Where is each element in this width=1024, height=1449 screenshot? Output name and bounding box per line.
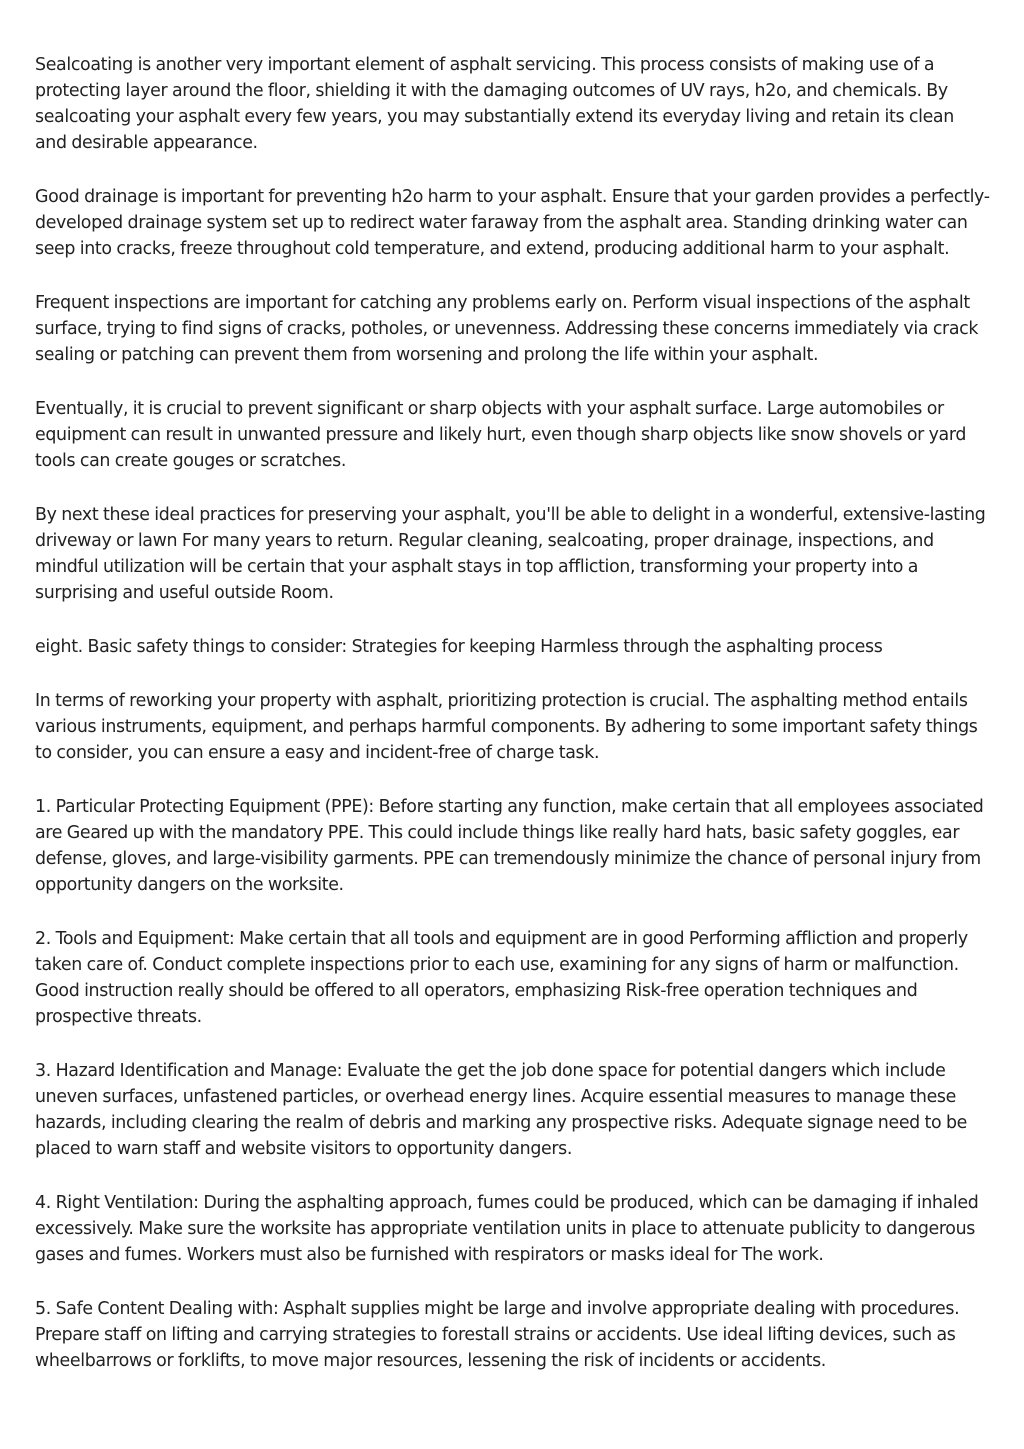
list-item-hazard-identification: 3. Hazard Identification and Manage: Evaluate the get the job done space for potential dangers which include uneven surfaces, unfastened particles, or overhead energy lines. Acquire essential measures to manage these hazards, including clearing the realm of debris and marking any prospective risks. Adequate signage need to be placed to warn staff and website visitors to opportunity dangers. bbox=[35, 1061, 968, 1159]
paragraph-sealcoating: Sealcoating is another very important element of asphalt servicing. This process consists of making use of a protecting layer around the floor, shielding it with the damaging outcomes of UV rays, h2o, and chemicals. By sealcoating your asphalt every few years, you may substantially extend its everyday living and retain its clean and desirable appearance. bbox=[35, 55, 954, 153]
paragraph-inspections: Frequent inspections are important for catching any problems early on. Perform visual inspections of the asphalt surface, trying to find signs of cracks, potholes, or unevenness. Addressing these concerns immediately via crack sealing or patching can prevent them from worsening and prolong the life within your asphalt. bbox=[35, 293, 979, 365]
paragraph-drainage: Good drainage is important for preventing h2o harm to your asphalt. Ensure that your garden provides a perfectly-developed drainage system set up to redirect water faraway from the asphalt area. Standing drinking water can seep into cracks, freeze throughout cold temperature, and extend, producing additional harm to your asphalt. bbox=[35, 187, 990, 259]
paragraph-heavy-objects: Eventually, it is crucial to prevent significant or sharp objects with your asphalt surface. Large automobiles or equipment can result in unwanted pressure and likely hurt, even though sharp objects like snow shovels or yard tools can create gouges or scratches. bbox=[35, 399, 967, 471]
paragraph-best-practices: By next these ideal practices for preserving your asphalt, you'll be able to delight in a wonderful, extensive-lasting driveway or lawn For many years to return. Regular cleaning, sealcoating, proper drainage, inspections, and mindful utilization will be certain that your asphalt stays in top affliction, transforming your property into a surprising and useful outside Room. bbox=[35, 505, 986, 603]
paragraph-safety-intro: In terms of reworking your property with asphalt, prioritizing protection is crucial. The asphalting method entails various instruments, equipment, and perhaps harmful components. By adhering to some important safety things to consider, you can ensure a easy and incident-free of charge task. bbox=[35, 691, 978, 763]
list-item-tools-equipment: 2. Tools and Equipment: Make certain that all tools and equipment are in good Performing affliction and properly taken care of. Conduct complete inspections prior to each use, examining for any signs of harm or malfunction. Good instruction really should be offered to all operators, emphasizing Risk-free operation techniques and prospective threats. bbox=[35, 929, 968, 1027]
document-body bbox=[35, 52, 990, 1402]
section-heading-safety: eight. Basic safety things to consider: Strategies for keeping Harmless through the asphalting process bbox=[35, 637, 883, 657]
list-item-material-handling: 5. Safe Content Dealing with: Asphalt supplies might be large and involve appropriate dealing with procedures. Prepare staff on lifting and carrying strategies to forestall strains or accidents. Use ideal lifting devices, such as wheelbarrows or forklifts, to move major resources, lessening the risk of incidents or accidents. bbox=[35, 1299, 960, 1371]
list-item-ventilation: 4. Right Ventilation: During the asphalting approach, fumes could be produced, which can be damaging if inhaled excessively. Make sure the worksite has appropriate ventilation units in place to attenuate publicity to dangerous gases and fumes. Workers must also be furnished with respirators or masks ideal for The work. bbox=[35, 1193, 979, 1265]
list-item-ppe: 1. Particular Protecting Equipment (PPE): Before starting any function, make certain that all employees associated are Geared up with the mandatory PPE. This could include things like really hard hats, basic safety goggles, ear defense, gloves, and large-visibility garments. PPE can tremendously minimize the chance of personal injury from opportunity dangers on the worksite. bbox=[35, 797, 984, 895]
